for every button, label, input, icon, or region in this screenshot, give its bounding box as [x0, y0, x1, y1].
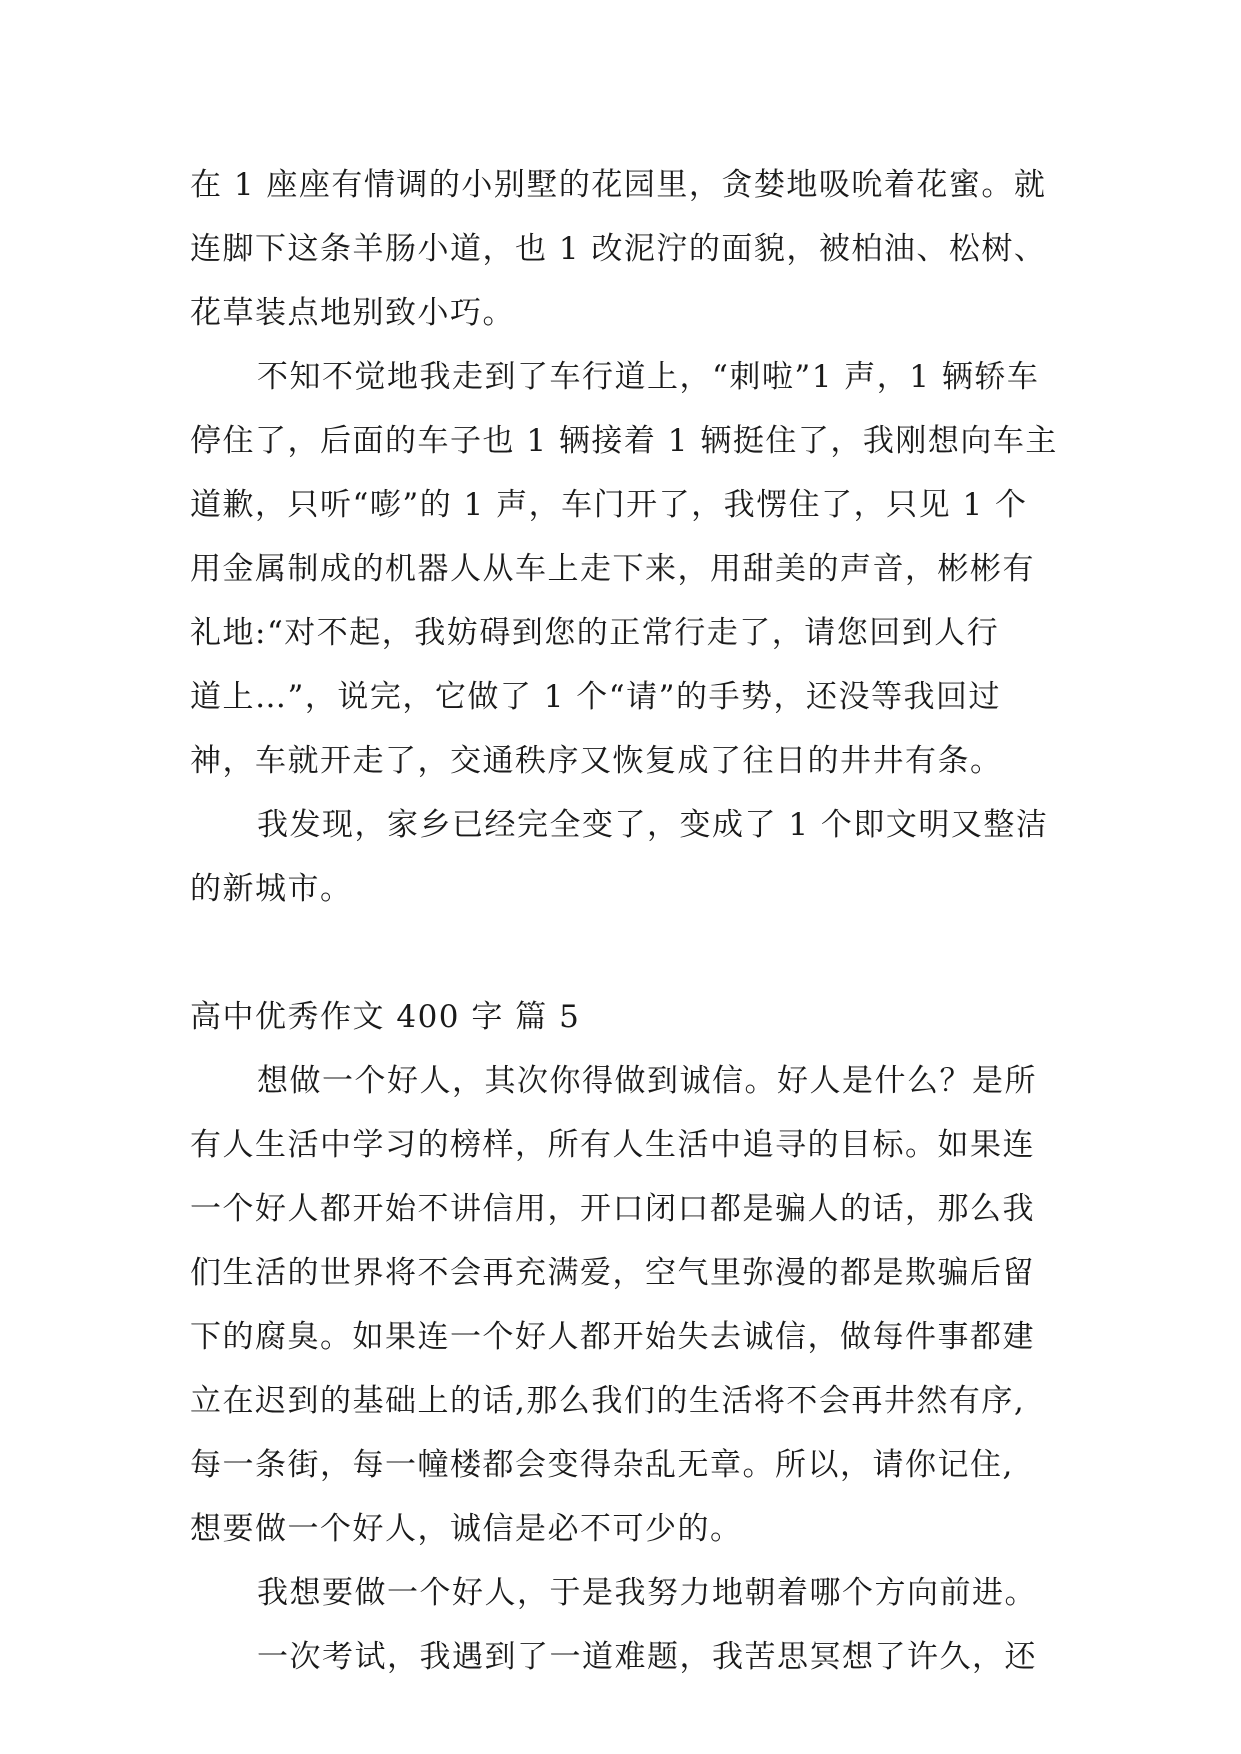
paragraph-line: 道歉，只听“嘭”的 1 声，车门开了，我愣住了，只见 1 个	[190, 487, 1028, 523]
paragraph-line: 用金属制成的机器人从车上走下来，用甜美的声音，彬彬有	[190, 551, 1035, 587]
paragraph-line: 有人生活中学习的榜样，所有人生活中追寻的目标。如果连	[190, 1127, 1035, 1163]
paragraph-line: 每一条街，每一幢楼都会变得杂乱无章。所以，请你记住,	[190, 1447, 1014, 1483]
paragraph-line: 想做一个好人，其次你得做到诚信。好人是什么？是所	[257, 1063, 1037, 1099]
paragraph-line: 花草装点地别致小巧。	[190, 295, 515, 331]
paragraph-line: 礼地:“对不起，我妨碍到您的正常行走了，请您回到人行	[190, 615, 1000, 651]
paragraph-line: 下的腐臭。如果连一个好人都开始失去诚信，做每件事都建	[190, 1319, 1035, 1355]
paragraph-line: 连脚下这条羊肠小道，也 1 改泥泞的面貌，被柏油、松树、	[190, 231, 1047, 267]
paragraph-line: 想要做一个好人，诚信是必不可少的。	[190, 1511, 743, 1547]
section-title: 高中优秀作文 400 字 篇 5	[190, 999, 581, 1035]
paragraph-line: 在 1 座座有情调的小别墅的花园里，贪婪地吸吮着花蜜。就	[190, 167, 1047, 203]
paragraph-line: 的新城市。	[190, 871, 353, 907]
paragraph-line: 停住了，后面的车子也 1 辆接着 1 辆挺住了，我刚想向车主	[190, 423, 1058, 459]
paragraph-line: 神，车就开走了，交通秩序又恢复成了往日的井井有条。	[190, 743, 1003, 779]
paragraph-line: 我想要做一个好人，于是我努力地朝着哪个方向前进。	[257, 1575, 1037, 1611]
paragraph-line: 立在迟到的基础上的话,那么我们的生活将不会再井然有序,	[190, 1383, 1026, 1419]
paragraph-line: 们生活的世界将不会再充满爱，空气里弥漫的都是欺骗后留	[190, 1255, 1035, 1291]
paragraph-line: 不知不觉地我走到了车行道上，“刺啦”1 声，1 辆轿车	[257, 359, 1040, 395]
paragraph-line: 一个好人都开始不讲信用，开口闭口都是骗人的话，那么我	[190, 1191, 1035, 1227]
paragraph-line: 道上…”，说完，它做了 1 个“请”的手势，还没等我回过	[190, 679, 1001, 715]
paragraph-line: 一次考试，我遇到了一道难题，我苦思冥想了许久，还	[257, 1639, 1037, 1675]
paragraph-line: 我发现，家乡已经完全变了，变成了 1 个即文明又整洁	[257, 807, 1049, 843]
